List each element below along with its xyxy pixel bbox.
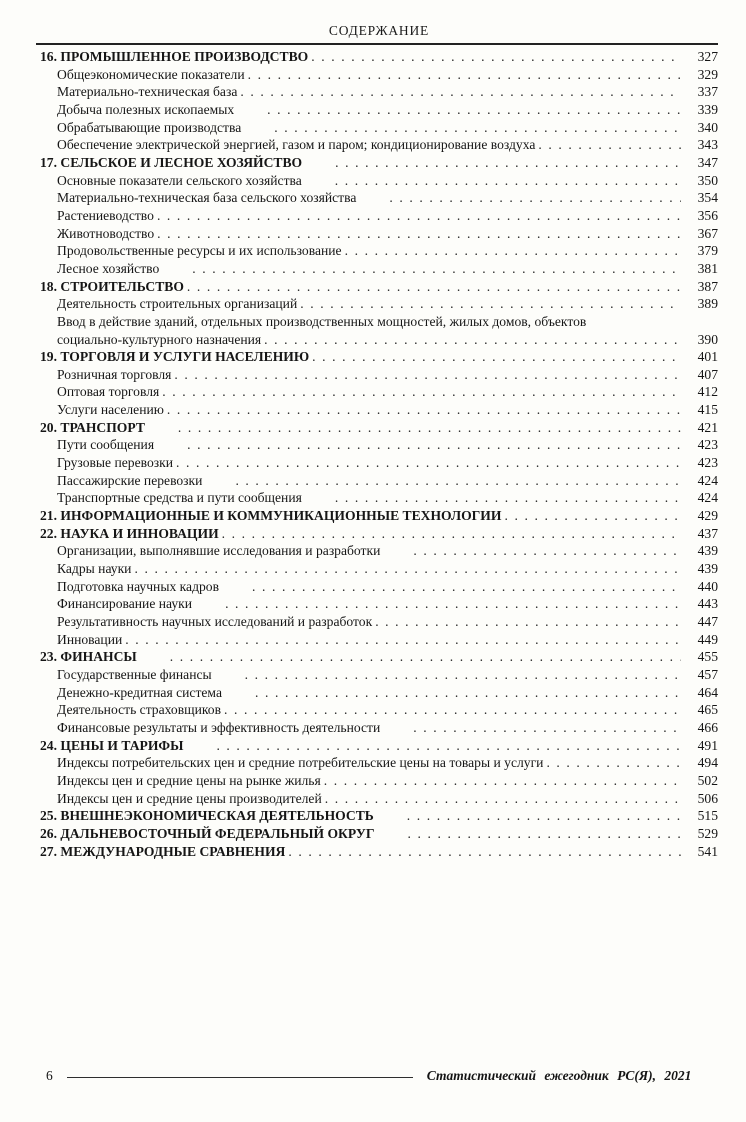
toc-leader-dots [325,790,681,808]
toc-leader-dots [504,507,681,525]
toc-entry-label: 24. ЦЕНЫ И ТАРИФЫ [40,737,184,753]
toc-entry-label: Пассажирские перевозки [57,472,203,488]
toc-entry [40,48,718,66]
toc-entry [40,436,718,454]
toc-entry-label: Лесное хозяйство [57,260,160,276]
toc-entry-label: Услуги населению [57,402,164,418]
toc-entry [40,472,718,490]
toc-entry [40,825,718,843]
toc-leader-dots [225,684,681,702]
toc-entry-page: 424 [697,490,718,506]
toc-entry [40,331,718,349]
toc-entry [40,66,718,84]
toc-entry-page: 457 [697,666,718,682]
toc-entry-page: 387 [697,278,718,294]
toc-entry [40,401,718,419]
toc-entry [40,136,718,154]
page-title: СОДЕРЖАНИЕ [328,23,430,38]
toc-leader-dots [383,542,681,560]
toc-leader-dots [157,207,681,225]
toc-entry-page: 350 [697,172,718,188]
toc-entry-label: 19. ТОРГОВЛЯ И УСЛУГИ НАСЕЛЕНИЮ [40,349,310,365]
toc-entry-label: Растениеводство [57,207,154,223]
toc-leader-dots [359,189,681,207]
toc-entry [40,119,718,137]
footer-book-title: Статистический ежегодник РС(Я), 2021 [426,1068,692,1083]
toc-entry-label: Розничная торговля [57,366,172,382]
toc-leader-dots [176,454,681,472]
toc-entry-label: Продовольственные ресурсы и их использование [57,243,342,259]
toc-entry [40,154,718,172]
toc-entry [40,542,718,560]
toc-entry-page: 466 [697,719,718,735]
toc-entry-label: Материально-техническая база [57,84,238,100]
toc-entry-page: 439 [697,561,718,577]
toc-entry [40,189,718,207]
toc-entry [40,348,718,366]
toc-entry-page: 407 [697,366,718,382]
toc-leader-dots [300,295,681,313]
toc-entry-label: Деятельность строительных организаций [57,296,298,312]
toc-entry-label: Материально-техническая база сельского хозяйства [57,190,357,206]
toc-entry-label: Обрабатывающие производства [57,119,242,135]
toc-entry [40,419,718,437]
toc-entry-label: Грузовые перевозки [57,455,173,471]
toc-entry-label: Денежно-кредитная система [57,684,222,700]
toc-entry [40,595,718,613]
toc-leader-dots [312,348,681,366]
toc-entry [40,613,718,631]
toc-entry-label: Индексы потребительских цен и средние потребительские цены на товары и услуги [57,755,544,771]
toc-entry-label: Животноводство [57,225,155,241]
toc-entry-page: 443 [697,596,718,612]
toc-leader-dots [148,419,681,437]
toc-entry-label: 25. ВНЕШНЕЭКОНОМИЧЕСКАЯ ДЕЯТЕЛЬНОСТЬ [40,808,374,824]
toc-entry-page: 455 [697,649,718,665]
toc-entry-page: 412 [697,384,718,400]
toc-entry-page: 447 [697,614,718,629]
toc-entry [40,295,718,313]
toc-entry [40,578,718,596]
toc-leader-dots [167,401,681,419]
toc-entry-page: 415 [697,402,718,418]
toc-leader-dots [538,136,681,154]
toc-entry-label: Деятельность страховщиков [57,702,222,718]
toc-leader-dots [187,278,681,296]
toc-entry [40,278,718,296]
toc-leader-dots [305,172,681,190]
toc-leader-dots [311,48,681,66]
toc-leader-dots [205,472,681,490]
toc-leader-dots [546,754,681,772]
toc-entry-page: 354 [697,190,718,206]
toc-entry-page: 356 [697,207,718,223]
toc-entry-label: 17. СЕЛЬСКОЕ И ЛЕСНОЕ ХОЗЯЙСТВО [40,154,303,170]
toc-leader-dots [324,772,681,790]
toc-entry-page: 389 [697,296,718,312]
toc-leader-dots [195,595,681,613]
toc-entry-page: 437 [697,525,718,541]
toc-entry-page: 465 [697,702,718,718]
toc-entry-page: 337 [697,84,718,100]
toc-entry-page: 401 [697,349,718,365]
toc-entry-label: Общеэкономические показатели [57,66,245,82]
toc-entry [40,313,718,331]
toc-entry-page: 339 [697,101,718,117]
toc-entry-page: 449 [697,631,718,647]
toc-entry [40,525,718,543]
toc-entry [40,507,718,525]
toc-entry [40,101,718,119]
toc-leader-dots [125,631,681,649]
toc-leader-dots [383,719,681,737]
toc-entry-page: 529 [697,825,718,841]
toc-entry [40,83,718,101]
toc-entry [40,772,718,790]
toc-entry-label: Основные показатели сельского хозяйства [57,172,302,188]
toc-entry [40,701,718,719]
toc-leader-dots [305,489,681,507]
toc-entry [40,790,718,808]
toc-entry-label: 21. ИНФОРМАЦИОННЫЕ И КОММУНИКАЦИОННЫЕ ТЕХНОЛОГИИ [40,508,502,524]
toc-entry-page: 439 [697,543,718,559]
toc-entry [40,242,718,260]
toc-entry [40,737,718,755]
toc-entry [40,843,718,861]
toc-entry-label: Оптовая торговля [57,384,160,400]
toc-entry-label: 23. ФИНАНСЫ [40,649,137,665]
toc-entry-label: Обеспечение электрической энергией, газом и паром; кондиционирование воздуха [57,137,536,153]
toc-entry-label: 20. ТРАНСПОРТ [40,419,145,435]
toc-entry-page: 329 [697,66,718,82]
toc-leader-dots [162,260,681,278]
toc-entry [40,754,718,772]
toc-entry-label: Пути сообщения [57,437,155,453]
toc-leader-dots [174,366,681,384]
toc-entry [40,684,718,702]
toc-entry-page: 423 [697,437,718,453]
toc-entry [40,207,718,225]
toc-entry-page: 494 [697,755,718,771]
toc-entry [40,383,718,401]
toc-entry-label: Транспортные средства и пути сообщения [57,490,302,506]
toc-entry [40,807,718,825]
toc-entry [40,366,718,384]
toc-entry-page: 340 [697,119,718,135]
toc-entry-page: 390 [697,331,718,347]
toc-entry [40,631,718,649]
toc-leader-dots [134,560,681,578]
toc-leader-dots [288,843,681,861]
toc-entry-label: Добыча полезных ископаемых [57,101,235,117]
toc-leader-dots [224,701,681,719]
toc-entry-page: 367 [697,225,718,241]
toc-leader-dots [162,383,681,401]
toc-entry-page: 343 [697,137,718,153]
toc-entry-page: 515 [697,808,718,824]
toc-leader-dots [237,101,681,119]
toc-entry-page: 541 [697,843,718,859]
toc-entry-page: 506 [697,790,718,806]
toc-leader-dots [215,666,681,684]
toc-entry-label: социально-культурного назначения [57,331,262,347]
toc-entry-label: Индексы цен и средние цены производителей [57,790,322,806]
toc-leader-dots [140,648,681,666]
toc-leader-dots [375,613,681,631]
toc-leader-dots [244,119,681,137]
toc-leader-dots [222,578,681,596]
toc-entry-label: Финансирование науки [57,596,193,612]
toc-leader-dots [157,436,681,454]
toc-entry-page: 381 [697,260,718,276]
toc-entry-label: 18. СТРОИТЕЛЬСТВО [40,278,184,294]
toc-entry [40,260,718,278]
toc-leader-dots [378,825,681,843]
toc-entry [40,225,718,243]
toc-entry-page: 423 [697,455,718,471]
toc-entry [40,666,718,684]
toc-leader-dots [305,154,681,172]
toc-entry-label: Инновации [57,631,123,647]
toc-entry-label: Кадры науки [57,561,132,577]
toc-entry-label: Индексы цен и средние цены на рынке жилья [57,772,321,788]
toc-entry-page: 491 [697,737,718,753]
toc-entry-page: 421 [697,419,718,435]
toc-entry-label: Подготовка научных кадров [57,578,220,594]
toc-list [40,48,718,860]
toc-entry [40,719,718,737]
footer-page-number: 6 [46,1068,53,1083]
toc-entry-page: 429 [697,508,718,524]
toc-entry [40,648,718,666]
toc-entry [40,560,718,578]
toc-leader-dots [222,525,681,543]
toc-entry [40,454,718,472]
toc-leader-dots [186,737,681,755]
toc-leader-dots [377,807,681,825]
toc-entry-label: Организации, выполнявшие исследования и разработки [57,543,381,559]
toc-entry-page: 424 [697,472,718,488]
toc-entry-page: 502 [697,772,718,788]
toc-entry-label: 16. ПРОМЫШЛЕННОЕ ПРОИЗВОДСТВО [40,49,309,64]
toc-entry-label: 27. МЕЖДУНАРОДНЫЕ СРАВНЕНИЯ [40,843,286,859]
toc-leader-dots [264,331,681,349]
toc-entry [40,172,718,190]
toc-leader-dots [345,242,681,260]
toc-leader-dots [240,83,681,101]
footer-rule [67,1077,413,1078]
toc-entry-page: 464 [697,684,718,700]
toc-leader-dots [157,225,681,243]
toc-entry-label: Финансовые результаты и эффективность деятельности [57,719,381,735]
toc-entry-page: 440 [697,578,718,594]
toc-entry-label: Результативность научных исследований и разработок [57,614,373,629]
toc-leader-dots [248,66,681,84]
page-footer [46,1068,727,1084]
toc-entry-label: 26. ДАЛЬНЕВОСТОЧНЫЙ ФЕДЕРАЛЬНЫЙ ОКРУГ [40,825,375,841]
toc-entry-label: 22. НАУКА И ИННОВАЦИИ [40,525,219,541]
toc-entry-label: Государственные финансы [57,666,212,682]
toc-entry-page: 327 [697,49,718,64]
toc-entry [40,489,718,507]
toc-entry-label: Ввод в действие зданий, отдельных производственных мощностей, жилых домов, объектов [57,313,587,329]
header-rule [36,43,718,45]
toc-entry-page: 379 [697,243,718,259]
toc-entry-page: 347 [697,154,718,170]
